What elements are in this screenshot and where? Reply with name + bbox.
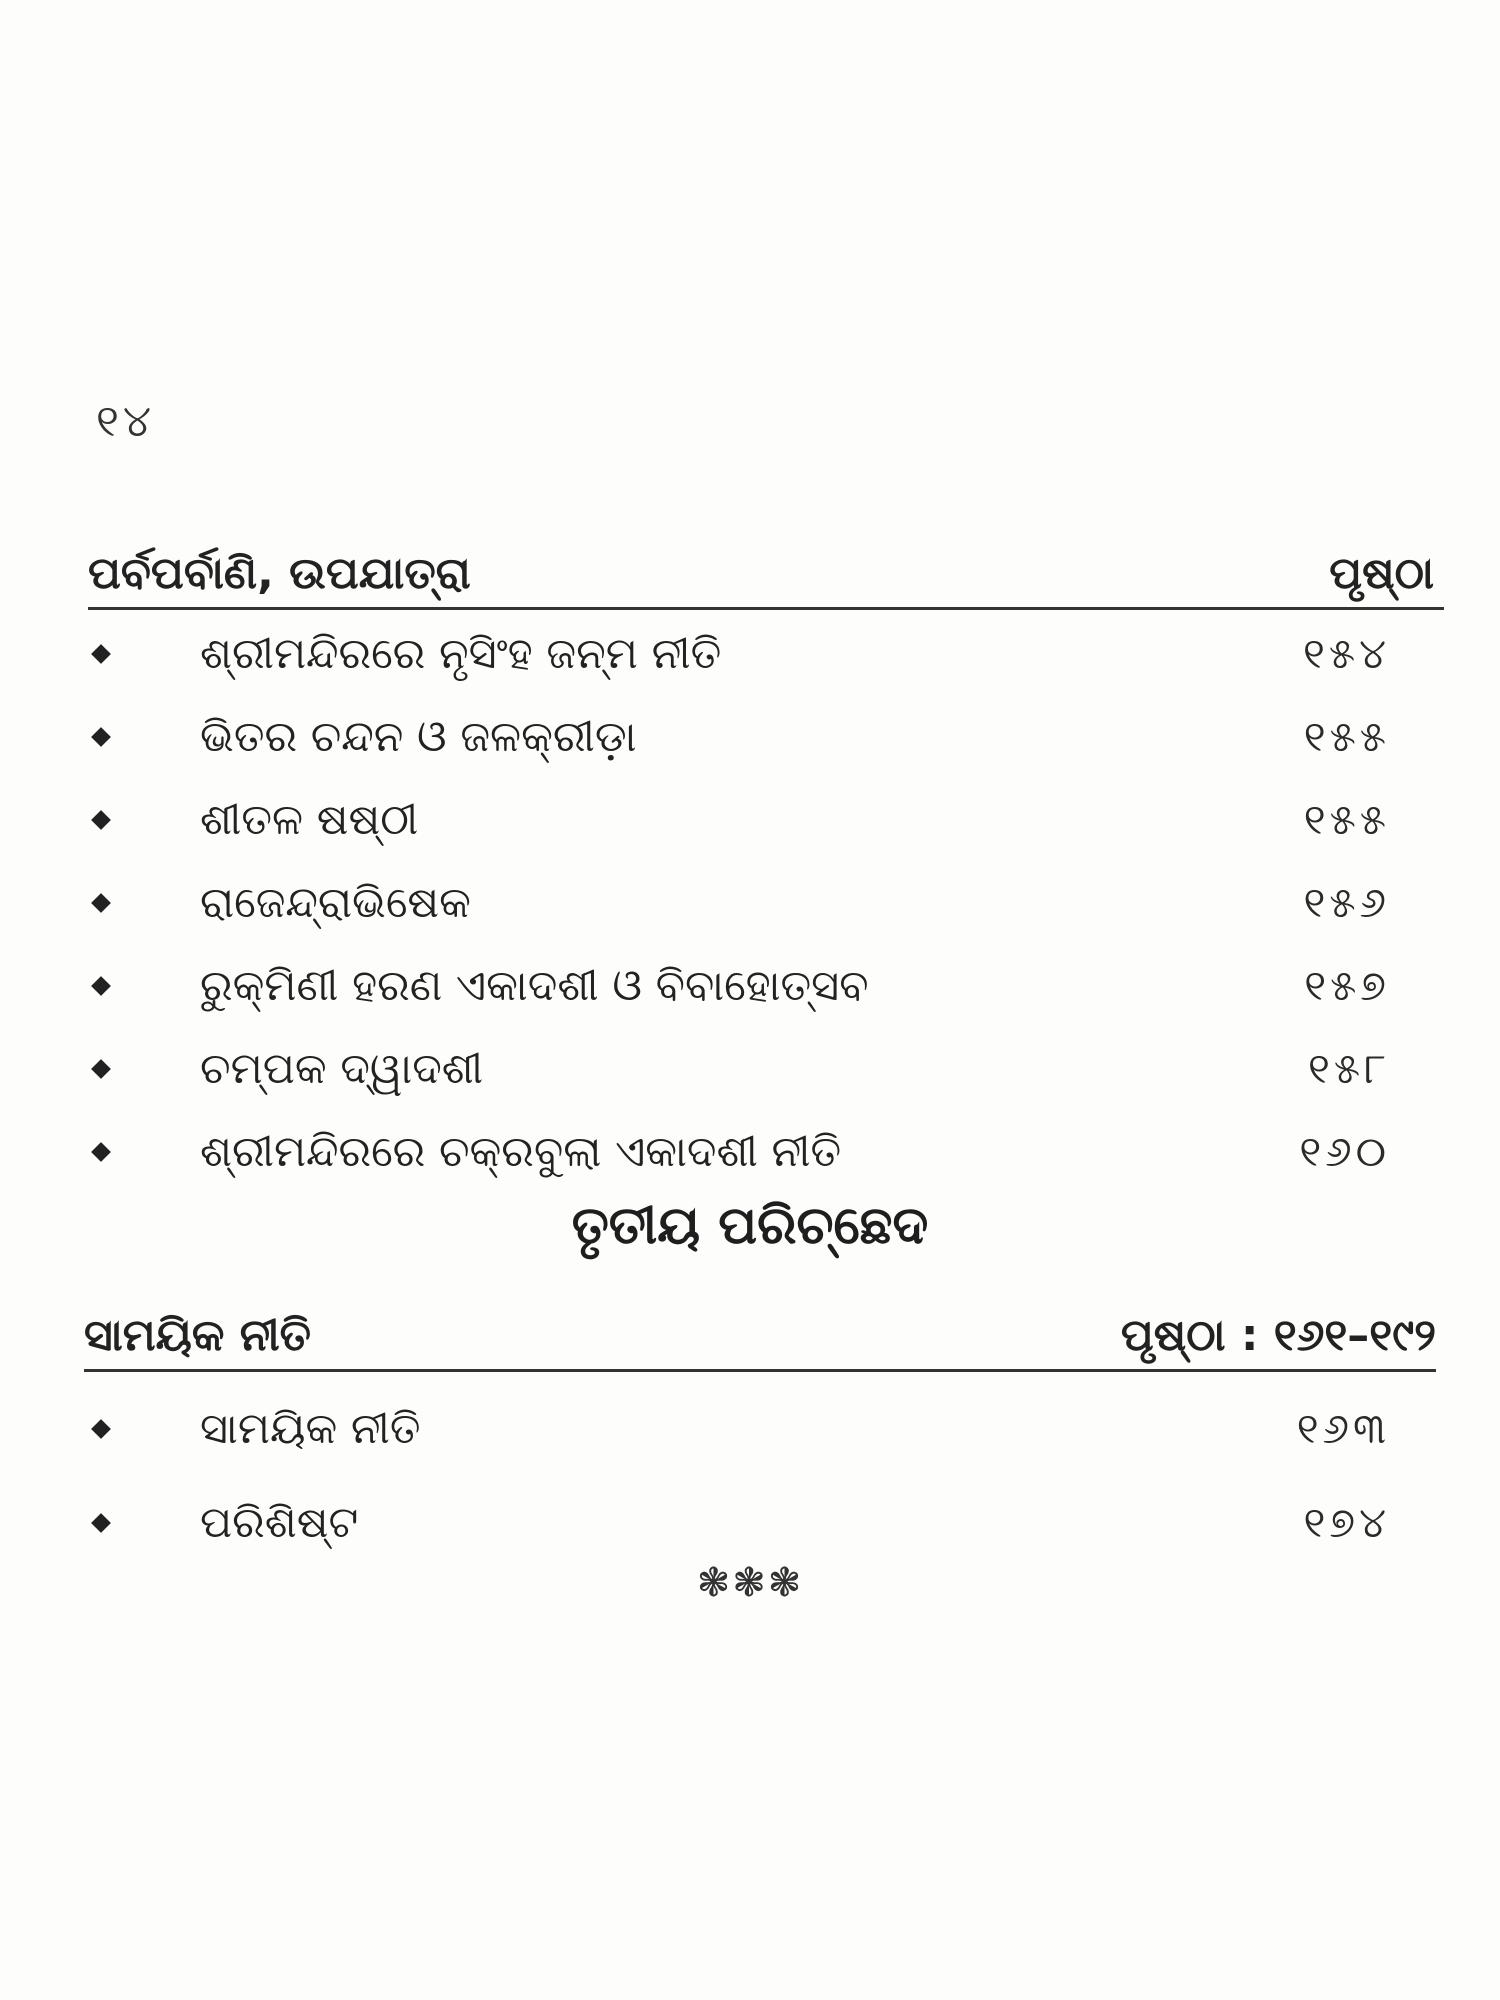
diamond-bullet-icon — [91, 1059, 111, 1079]
header-rule — [88, 607, 1444, 610]
toc-entry-title: ଶୀତଳ ଷଷ୍ଠୀ — [200, 794, 419, 845]
diamond-bullet-icon — [91, 727, 111, 747]
toc-entry-page: ୧୫୭ — [1304, 960, 1390, 1010]
toc-entry-title: ଶ୍ରୀମନ୍ଦିରରେ ଚକ୍ରବୁଲା ଏକାଦଶୀ ନୀତି — [200, 1126, 842, 1177]
toc-entry-page: ୧୫୫ — [1303, 794, 1390, 844]
toc-entry-page: ୧୫୪ — [1302, 628, 1390, 678]
toc-entry[interactable] — [90, 612, 1390, 695]
header-rule — [84, 1369, 1436, 1372]
diamond-bullet-icon — [91, 976, 111, 996]
toc-entry[interactable] — [90, 861, 1390, 944]
toc-entry[interactable] — [90, 1110, 1390, 1193]
diamond-bullet-icon — [91, 893, 111, 913]
toc-list-occasional-rites — [90, 1382, 1390, 1570]
toc-entry-title: ରାଜେନ୍ଦ୍ରାଭିଷେକ — [200, 877, 471, 928]
page-range: ପୃଷ୍ଠା : ୧୬୧–୧୯୨ — [1120, 1310, 1436, 1361]
section-title: ସାମୟିକ ନୀତି — [84, 1310, 312, 1361]
toc-entry[interactable] — [90, 695, 1390, 778]
diamond-bullet-icon — [91, 1513, 111, 1533]
toc-entry-title: ପରିଶିଷ୍ଟ — [200, 1498, 359, 1548]
toc-entry-page: ୧୬୩ — [1296, 1404, 1390, 1453]
toc-entry-page: ୧୬୦ — [1299, 1126, 1390, 1176]
section-header-occasional-rites — [84, 1302, 1436, 1366]
toc-entry-title: ଭିତର ଚନ୍ଦନ ଓ ଜଳକ୍ରୀଡ଼ା — [200, 711, 637, 762]
toc-entry-page: ୧୫୬ — [1303, 877, 1390, 927]
toc-entry[interactable] — [90, 1382, 1390, 1476]
toc-entry[interactable] — [90, 778, 1390, 861]
page-column-heading: ପୃଷ୍ଠା — [1329, 548, 1434, 599]
diamond-bullet-icon — [91, 644, 111, 664]
diamond-bullet-icon — [91, 1419, 111, 1439]
toc-entry-title: ସାମୟିକ ନୀତି — [200, 1404, 421, 1454]
page-number: ୧୪ — [96, 396, 156, 447]
toc-entry[interactable] — [90, 1027, 1390, 1110]
chapter-title: ତୃତୀୟ ପରିଚ୍ଛେଦ — [571, 1196, 929, 1256]
toc-list-festivals — [90, 612, 1390, 1193]
section-header-festivals — [88, 540, 1444, 604]
toc-entry-title: ଶ୍ରୀମନ୍ଦିରରେ ନୃସିଂହ ଜନ୍ମ ନୀତି — [200, 628, 722, 679]
toc-entry-page: ୧୫୮ — [1307, 1043, 1390, 1093]
toc-entry-page: ୧୫୫ — [1303, 711, 1390, 761]
toc-entry-title: ଚମ୍ପକ ଦ୍ୱାଦଶୀ — [200, 1043, 484, 1094]
diamond-bullet-icon — [91, 810, 111, 830]
toc-entry[interactable] — [90, 944, 1390, 1027]
toc-entry[interactable] — [90, 1476, 1390, 1570]
toc-entry-title: ରୁକ୍ମିଣୀ ହରଣ ଏକାଦଶୀ ଓ ବିବାହୋତ୍ସବ — [200, 960, 869, 1011]
toc-entry-page: ୧୭୪ — [1303, 1498, 1390, 1547]
diamond-bullet-icon — [91, 1142, 111, 1162]
end-ornament-icon: ❃❃❃ — [696, 1560, 804, 1606]
section-title: ପର୍ବପର୍ବାଣି, ଉପଯାତ୍ରା — [88, 548, 471, 599]
